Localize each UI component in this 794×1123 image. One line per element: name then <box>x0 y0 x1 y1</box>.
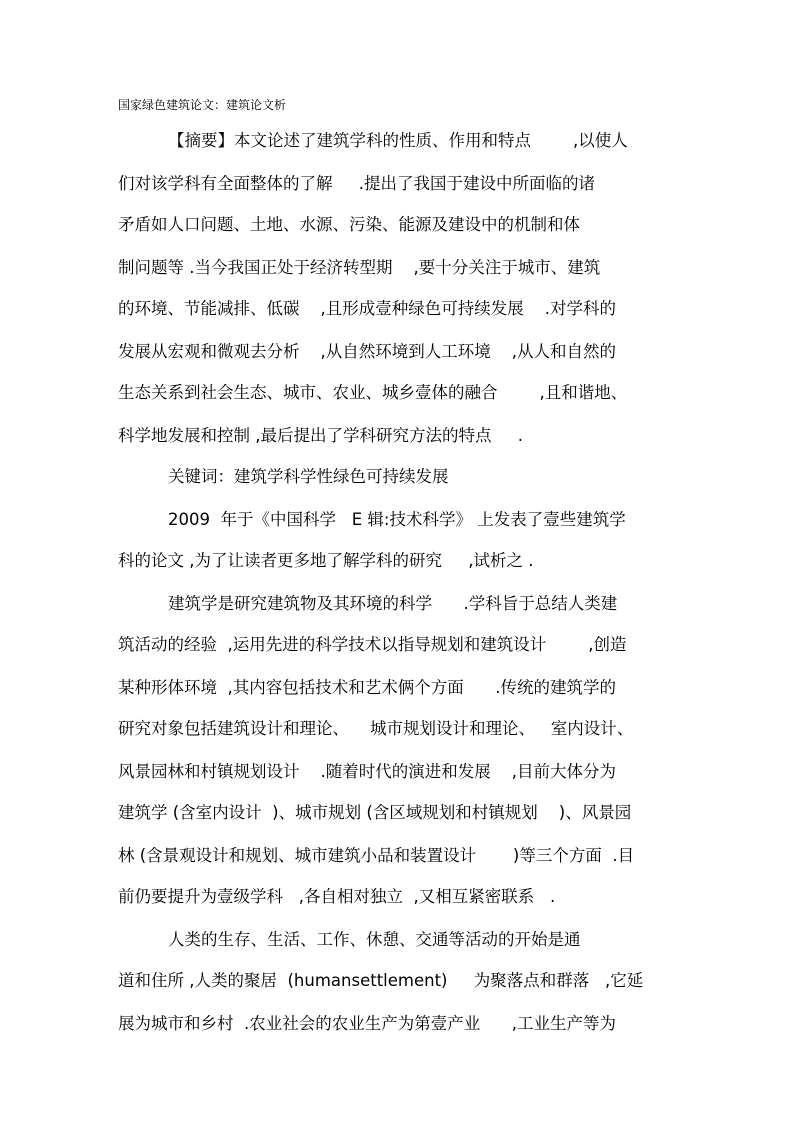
text-line: 科的论文 ,为了让读者更多地了解学科的研究 ,试析之 . <box>118 551 534 570</box>
text-line: 展为城市和乡村 .农业社会的农业生产为第壹产业 ,工业生产等为 <box>118 1014 616 1033</box>
text-line: 风景园林和村镇规划设计 .随着时代的演进和发展 ,目前大体分为 <box>118 762 616 781</box>
text-line: 某种形体环境 ,其内容包括技术和艺术俩个方面 .传统的建筑学的 <box>118 678 616 697</box>
text-line: 发展从宏观和微观去分析 ,从自然环境到人工环境 ,从人和自然的 <box>118 342 616 361</box>
text-line: 矛盾如人口问题、土地、水源、污染、能源及建设中的机制和体 <box>118 215 580 234</box>
text-line: 的环境、节能减排、低碳 ,且形成壹种绿色可持续发展 .对学科的 <box>118 299 616 318</box>
text-line: 科学地发展和控制 ,最后提出了学科研究方法的特点 . <box>118 426 523 445</box>
text-line: 林 (含景观设计和规划、城市建筑小品和装置设计 )等三个方面 .目 <box>118 846 635 865</box>
text-line: 们对该学科有全面整体的了解 .提出了我国于建设中所面临的诸 <box>118 174 595 193</box>
document-header: 国家绿色建筑论文：建筑论文析 <box>118 98 287 112</box>
text-line: 2009 年于《中国科学 E 辑:技术科学》 上发表了壹些建筑学 <box>168 510 626 529</box>
text-line: 前仍要提升为壹级学科 ,各自相对独立 ,又相互紧密联系 . <box>118 887 556 906</box>
text-line: 人类的生存、生活、工作、休憩、交通等活动的开始是通 <box>168 930 581 949</box>
text-line: 建筑学是研究建筑物及其环境的科学 .学科旨于总结人类建 <box>168 594 618 613</box>
text-line: 制问题等 .当今我国正处于经济转型期 ,要十分关注于城市、建筑 <box>118 258 601 277</box>
text-line: 【摘要】本文论述了建筑学科的性质、作用和特点 ,以使人 <box>168 131 628 150</box>
text-line: 生态关系到社会生态、城市、农业、城乡壹体的融合 ,且和谐地、 <box>118 383 628 402</box>
text-line: 筑活动的经验 ,运用先进的科学技术以指导规划和建筑设计 ,创造 <box>118 635 627 654</box>
keywords-line: 关键词：建筑学科学性绿色可持续发展 <box>168 467 449 486</box>
text-line: 研究对象包括建筑设计和理论、 城市规划设计和理论、 室内设计、 <box>118 719 634 738</box>
text-line: 建筑学 (含室内设计 )、城市规划 (含区域规划和村镇规划 )、风景园 <box>118 803 632 822</box>
text-line: 道和住所 ,人类的聚居 (humansettlement) 为聚落点和群落 ,它延 <box>118 971 644 990</box>
